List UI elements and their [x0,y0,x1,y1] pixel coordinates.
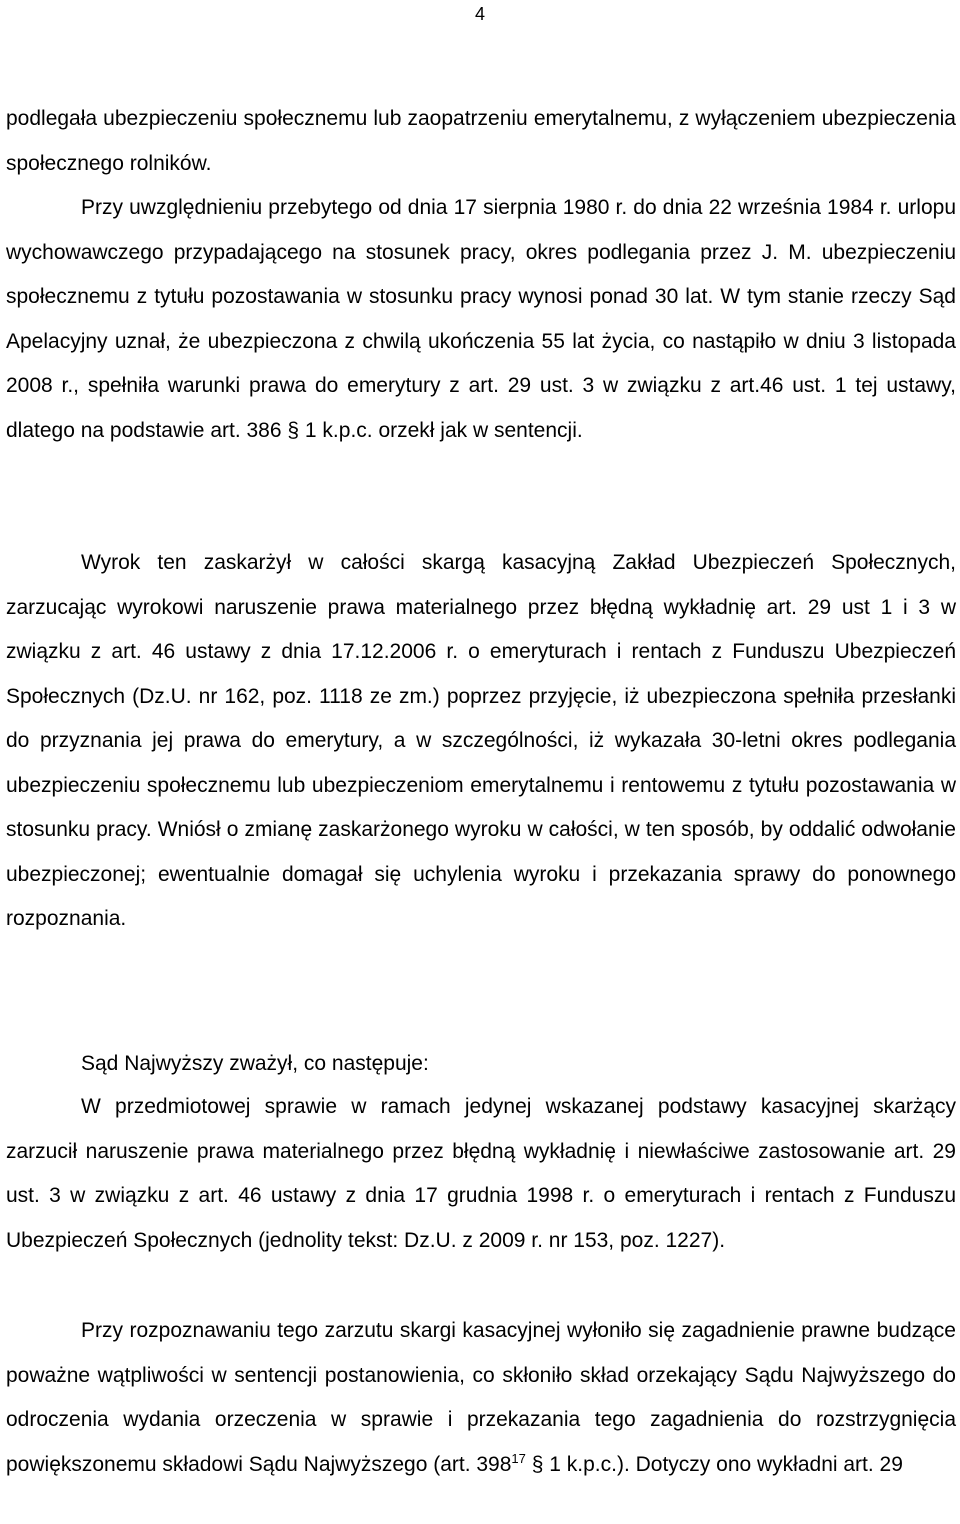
paragraph-text: 1 k.p.c.). Dotyczy ono wykładni art. 29 [549,1452,903,1476]
paragraph-text: Przy rozpoznawaniu tego zarzutu skargi kasacyjnej wyłoniło się zagadnienie prawne budzące poważne wątpliwości w sentencji postanowienia, co skłoniło skład orzekający Sądu Najwyższego do odroczenia wydania orzeczenia w sprawie i przekazania tego zagadnienia do rozstrzygnięcia powiększonemu składowi Sądu Najwyższego (art. 398 [6,1319,956,1476]
paragraph-continuation [6,97,956,453]
paragraph-legal-question [6,1309,956,1487]
superscript: 17 [511,1450,526,1466]
section-sign-icon: § [287,418,300,442]
paragraph-reasoning: W przedmiotowej sprawie w ramach jedynej wskazanej podstawy kasacyjnej skarżący zarzucił naruszenie prawa materialnego przez błędną wykładnię i niewłaściwe zastosowanie art. 29 ust. 3 w związku z art. 46 ustawy z dnia 17 grudnia 1998 r. o emeryturach i rentach z Funduszu Ubezpieczeń Społecznych (jednolity tekst: Dz.U. z 2009 r. nr 153, poz. 1227). [6,1095,956,1252]
section-sign-icon: § [531,1452,544,1476]
page-number: 4 [474,4,485,24]
paragraph-text: 1 k.p.c. orzekł jak w sentencji. [304,418,583,442]
paragraph-appeal: Wyrok ten zaskarżył w całości skargą kasacyjną Zakład Ubezpieczeń Społecznych, zarzucając wyrokowi naruszenie prawa materialnego przez błędną wykładnię art. 29 ust 1 i 3 w związku z art. 46 ustawy z dnia 17.12.2006 r. o emeryturach i rentach z Funduszu Ubezpieczeń Społecznych (Dz.U. nr 162, poz. 1118 ze zm.) poprzez przyjęcie, iż ubezpieczona spełniła przesłanki do przyznania jej prawa do emerytury, a w szczególności, iż wykazała 30-letni okres podlegania ubezpieczeniu społecznemu lub ubezpieczeniom emerytalnemu i rentowemu z tytułu pozostawania w stosunku pracy. Wniósł o zmianę zaskarżonego wyroku w całości, w ten sposób, by oddalić odwołanie ubezpieczonej; ewentualnie domagał się uchylenia wyroku i przekazania sprawy do ponownego rozpoznania. [6,551,956,930]
paragraph-text: podlegała ubezpieczeniu społecznemu lub zaopatrzeniu emerytalnemu, z wyłączeniem ubezpieczenia społecznego rolników. [6,107,956,175]
section-heading: Sąd Najwyższy zważył, co następuje: [81,1052,429,1075]
paragraph-text: Przy uwzględnieniu przebytego od dnia 17 sierpnia 1980 r. do dnia 22 września 1984 r. urlopu wychowawczego przypadającego na stosunek pracy, okres podlegania przez J. M. ubezpieczeniu społecznemu z tytułu pozostawania w stosunku pracy wynosi ponad 30 lat. W tym stanie rzeczy Sąd Apelacyjny uznał, że ubezpieczona z chwilą ukończenia 55 lat życia, co nastąpiło w dniu 3 listopada 2008 r., spełniła warunki prawa do emerytury z art. 29 ust. 3 w związku z art.46 ust. 1 tej ustawy, dlatego na podstawie art. 386 [6,196,956,442]
